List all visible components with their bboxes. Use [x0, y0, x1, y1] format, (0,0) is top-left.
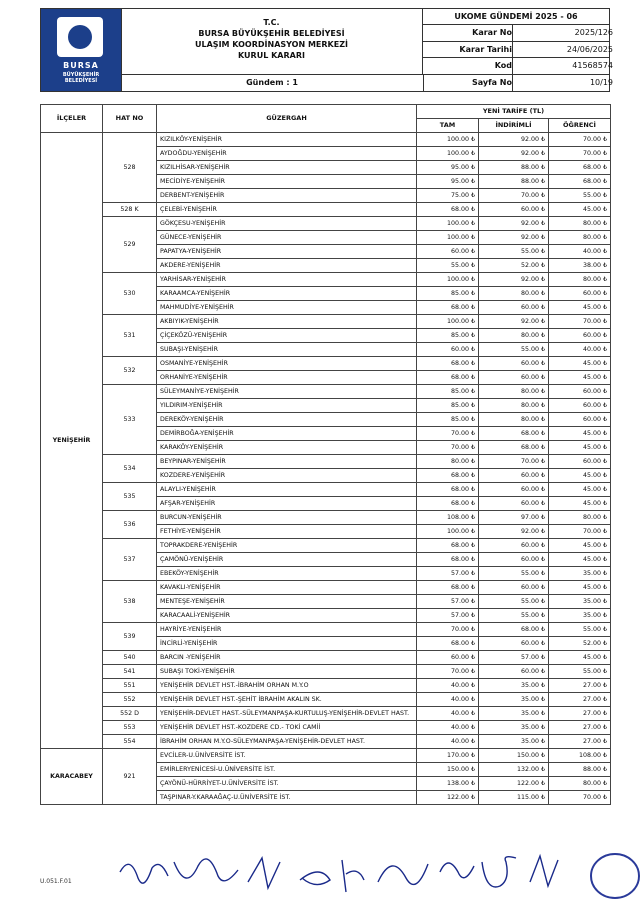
guzergah-cell: MENTEŞE-YENİŞEHİR	[157, 595, 417, 609]
guzergah-cell: DEREKÖY-YENİŞEHİR	[157, 413, 417, 427]
guzergah-cell: YARHİSAR-YENİŞEHİR	[157, 273, 417, 287]
tam-cell: 68.00 ₺	[417, 203, 479, 217]
indirimli-cell: 70.00 ₺	[479, 189, 549, 203]
guzergah-cell: KARAAMCA-YENİŞEHİR	[157, 287, 417, 301]
indirimli-cell: 35.00 ₺	[479, 721, 549, 735]
ogrenci-cell: 45.00 ₺	[549, 301, 611, 315]
tam-cell: 68.00 ₺	[417, 497, 479, 511]
table-row	[41, 455, 611, 469]
tam-cell: 95.00 ₺	[417, 175, 479, 189]
indirimli-cell: 68.00 ₺	[479, 441, 549, 455]
ogrenci-cell: 70.00 ₺	[549, 147, 611, 161]
info-key: Sayfa No	[423, 75, 513, 91]
info-value: 41568574	[572, 61, 613, 71]
indirimli-cell: 150.00 ₺	[479, 749, 549, 763]
municipality-logo	[41, 9, 122, 91]
table-row	[41, 315, 611, 329]
table-row	[41, 483, 611, 497]
hat-no-cell: 534	[103, 455, 157, 483]
indirimli-cell: 60.00 ₺	[479, 581, 549, 595]
ogrenci-cell: 108.00 ₺	[549, 749, 611, 763]
guzergah-cell: PAPATYA-YENİŞEHİR	[157, 245, 417, 259]
indirimli-cell: 55.00 ₺	[479, 245, 549, 259]
info-row	[423, 75, 613, 91]
ogrenci-cell: 55.00 ₺	[549, 623, 611, 637]
indirimli-cell: 80.00 ₺	[479, 399, 549, 413]
hat-no-cell: 530	[103, 273, 157, 315]
ogrenci-cell: 52.00 ₺	[549, 637, 611, 651]
indirimli-cell: 55.00 ₺	[479, 343, 549, 357]
info-row	[423, 25, 613, 41]
ogrenci-cell: 45.00 ₺	[549, 203, 611, 217]
guzergah-cell: KOZDERE-YENİŞEHİR	[157, 469, 417, 483]
guzergah-cell: EBEKÖY-YENİŞEHİR	[157, 567, 417, 581]
ogrenci-cell: 88.00 ₺	[549, 763, 611, 777]
table-row	[41, 665, 611, 679]
guzergah-cell: ÇAYÖNÜ-HÜRRİYET-U.ÜNİVERSİTE İST.	[157, 777, 417, 791]
tam-cell: 55.00 ₺	[417, 259, 479, 273]
indirimli-cell: 60.00 ₺	[479, 357, 549, 371]
ilce-cell: YENİŞEHİR	[41, 133, 103, 749]
indirimli-cell: 80.00 ₺	[479, 385, 549, 399]
guzergah-cell: OSMANİYE-YENİŞEHİR	[157, 357, 417, 371]
table-row	[41, 581, 611, 595]
indirimli-cell: 60.00 ₺	[479, 203, 549, 217]
title-line: T.C.	[263, 18, 280, 27]
guzergah-cell: GÖKÇESU-YENİŞEHİR	[157, 217, 417, 231]
indirimli-cell: 115.00 ₺	[479, 791, 549, 805]
indirimli-cell: 60.00 ₺	[479, 553, 549, 567]
tam-cell: 85.00 ₺	[417, 413, 479, 427]
ogrenci-cell: 45.00 ₺	[549, 553, 611, 567]
hat-no-cell: 529	[103, 217, 157, 273]
col-yeni-tarife: YENİ TARİFE (TL)	[417, 105, 611, 119]
logo-line2: BÜYÜKŞEHİR BELEDİYESİ	[62, 72, 100, 84]
indirimli-cell: 122.00 ₺	[479, 777, 549, 791]
ogrenci-cell: 45.00 ₺	[549, 581, 611, 595]
tam-cell: 85.00 ₺	[417, 287, 479, 301]
ogrenci-cell: 45.00 ₺	[549, 427, 611, 441]
ogrenci-cell: 68.00 ₺	[549, 175, 611, 189]
info-value: 2025/126	[574, 28, 613, 38]
table-row	[41, 273, 611, 287]
guzergah-cell: SÜLEYMANİYE-YENİŞEHİR	[157, 385, 417, 399]
guzergah-cell: KIZILHİSAR-YENİŞEHİR	[157, 161, 417, 175]
form-code: U.051.F.01	[40, 878, 72, 885]
ogrenci-cell: 27.00 ₺	[549, 721, 611, 735]
indirimli-cell: 80.00 ₺	[479, 413, 549, 427]
col-ilceler: İLÇELER	[41, 105, 103, 133]
col-tam: TAM	[417, 119, 479, 133]
col-hat-no: HAT NO	[103, 105, 157, 133]
indirimli-cell: 88.00 ₺	[479, 175, 549, 189]
indirimli-cell: 70.00 ₺	[479, 455, 549, 469]
logo-emblem-icon	[57, 17, 103, 57]
ogrenci-cell: 35.00 ₺	[549, 595, 611, 609]
ogrenci-cell: 80.00 ₺	[549, 273, 611, 287]
tam-cell: 170.00 ₺	[417, 749, 479, 763]
ogrenci-cell: 80.00 ₺	[549, 511, 611, 525]
hat-no-cell: 535	[103, 483, 157, 511]
table-row	[41, 133, 611, 147]
indirimli-cell: 55.00 ₺	[479, 609, 549, 623]
table-row	[41, 707, 611, 721]
tam-cell: 70.00 ₺	[417, 441, 479, 455]
tam-cell: 100.00 ₺	[417, 217, 479, 231]
indirimli-cell: 35.00 ₺	[479, 679, 549, 693]
col-guzergah: GÜZERGAH	[157, 105, 417, 133]
ogrenci-cell: 45.00 ₺	[549, 497, 611, 511]
indirimli-cell: 88.00 ₺	[479, 161, 549, 175]
indirimli-cell: 35.00 ₺	[479, 707, 549, 721]
info-value: 10/19	[589, 77, 613, 87]
col-ogrenci: ÖĞRENCİ	[549, 119, 611, 133]
ogrenci-cell: 60.00 ₺	[549, 413, 611, 427]
ogrenci-cell: 45.00 ₺	[549, 371, 611, 385]
guzergah-cell: ÇİÇEKÖZÜ-YENİŞEHİR	[157, 329, 417, 343]
table-row	[41, 217, 611, 231]
guzergah-cell: KAVAKLI-YENİŞEHİR	[157, 581, 417, 595]
table-row	[41, 357, 611, 371]
guzergah-cell: AYDOĞDU-YENİŞEHİR	[157, 147, 417, 161]
ogrenci-cell: 80.00 ₺	[549, 231, 611, 245]
ogrenci-cell: 40.00 ₺	[549, 245, 611, 259]
indirimli-cell: 60.00 ₺	[479, 497, 549, 511]
hat-no-cell: 554	[103, 735, 157, 749]
hat-no-cell: 551	[103, 679, 157, 693]
guzergah-cell: GÜNECE-YENİŞEHİR	[157, 231, 417, 245]
tam-cell: 60.00 ₺	[417, 343, 479, 357]
ogrenci-cell: 35.00 ₺	[549, 609, 611, 623]
hat-no-cell: 528	[103, 133, 157, 203]
info-value: 24/06/2025	[566, 44, 613, 54]
indirimli-cell: 92.00 ₺	[479, 217, 549, 231]
tam-cell: 68.00 ₺	[417, 637, 479, 651]
ogrenci-cell: 60.00 ₺	[549, 329, 611, 343]
guzergah-cell: BURCUN-YENİŞEHİR	[157, 511, 417, 525]
guzergah-cell: BEYPINAR-YENİŞEHİR	[157, 455, 417, 469]
tam-cell: 68.00 ₺	[417, 469, 479, 483]
ogrenci-cell: 60.00 ₺	[549, 399, 611, 413]
table-row	[41, 623, 611, 637]
table-row	[41, 735, 611, 749]
tam-cell: 40.00 ₺	[417, 707, 479, 721]
ogrenci-cell: 45.00 ₺	[549, 441, 611, 455]
indirimli-cell: 60.00 ₺	[479, 469, 549, 483]
ogrenci-cell: 70.00 ₺	[549, 525, 611, 539]
guzergah-cell: SUBAŞI TOKİ-YENİŞEHİR	[157, 665, 417, 679]
ogrenci-cell: 45.00 ₺	[549, 469, 611, 483]
indirimli-cell: 35.00 ₺	[479, 693, 549, 707]
guzergah-cell: ÇELEBİ-YENİŞEHİR	[157, 203, 417, 217]
tam-cell: 60.00 ₺	[417, 245, 479, 259]
ogrenci-cell: 38.00 ₺	[549, 259, 611, 273]
hat-no-cell: 533	[103, 385, 157, 455]
indirimli-cell: 60.00 ₺	[479, 301, 549, 315]
hat-no-cell: 921	[103, 749, 157, 805]
hat-no-cell: 537	[103, 539, 157, 581]
table-row	[41, 693, 611, 707]
indirimli-cell: 132.00 ₺	[479, 763, 549, 777]
indirimli-cell: 92.00 ₺	[479, 231, 549, 245]
document-header	[40, 8, 613, 92]
table-row	[41, 679, 611, 693]
hat-no-cell: 540	[103, 651, 157, 665]
tam-cell: 95.00 ₺	[417, 161, 479, 175]
guzergah-cell: YENİŞEHİR-DEVLET HAST.-SÜLEYMANPAŞA-KURTULUŞ-YENİŞEHİR-DEVLET HAST.	[157, 707, 417, 721]
tam-cell: 68.00 ₺	[417, 553, 479, 567]
ogrenci-cell: 27.00 ₺	[549, 735, 611, 749]
tam-cell: 75.00 ₺	[417, 189, 479, 203]
ogrenci-cell: 27.00 ₺	[549, 679, 611, 693]
info-key: Karar No	[423, 25, 513, 40]
table-row	[41, 651, 611, 665]
hat-no-cell: 541	[103, 665, 157, 679]
tam-cell: 70.00 ₺	[417, 623, 479, 637]
title-line: KURUL KARARI	[238, 51, 305, 60]
guzergah-cell: KARACAALİ-YENİŞEHİR	[157, 609, 417, 623]
table-row	[41, 721, 611, 735]
indirimli-cell: 92.00 ₺	[479, 273, 549, 287]
signatures	[110, 852, 640, 900]
table-body	[41, 133, 611, 805]
tam-cell: 40.00 ₺	[417, 735, 479, 749]
ogrenci-cell: 45.00 ₺	[549, 357, 611, 371]
hat-no-cell: 553	[103, 721, 157, 735]
indirimli-cell: 60.00 ₺	[479, 483, 549, 497]
tam-cell: 85.00 ₺	[417, 385, 479, 399]
guzergah-cell: İNCİRLİ-YENİŞEHİR	[157, 637, 417, 651]
tam-cell: 80.00 ₺	[417, 455, 479, 469]
indirimli-cell: 97.00 ₺	[479, 511, 549, 525]
logo-line1: BURSA	[63, 61, 99, 70]
tam-cell: 68.00 ₺	[417, 357, 479, 371]
guzergah-cell: YENİŞEHİR DEVLET HST.-KOZDERE CD.- TOKİ CAMİİ	[157, 721, 417, 735]
tam-cell: 150.00 ₺	[417, 763, 479, 777]
guzergah-cell: YENİŞEHİR DEVLET HST.-İBRAHİM ORHAN M.Y.O	[157, 679, 417, 693]
ogrenci-cell: 27.00 ₺	[549, 707, 611, 721]
hat-no-cell: 532	[103, 357, 157, 385]
tam-cell: 85.00 ₺	[417, 399, 479, 413]
guzergah-cell: YILDIRIM-YENİŞEHİR	[157, 399, 417, 413]
tam-cell: 85.00 ₺	[417, 329, 479, 343]
hat-no-cell: 536	[103, 511, 157, 539]
table-row	[41, 511, 611, 525]
ogrenci-cell: 80.00 ₺	[549, 217, 611, 231]
header-title	[121, 9, 423, 75]
hat-no-cell: 531	[103, 315, 157, 357]
tam-cell: 108.00 ₺	[417, 511, 479, 525]
guzergah-cell: KARAKÖY-YENİŞEHİR	[157, 441, 417, 455]
ogrenci-cell: 27.00 ₺	[549, 693, 611, 707]
tam-cell: 70.00 ₺	[417, 665, 479, 679]
tam-cell: 138.00 ₺	[417, 777, 479, 791]
guzergah-cell: HAYRİYE-YENİŞEHİR	[157, 623, 417, 637]
guzergah-cell: FETHİYE-YENİŞEHİR	[157, 525, 417, 539]
tam-cell: 68.00 ₺	[417, 539, 479, 553]
indirimli-cell: 60.00 ₺	[479, 637, 549, 651]
indirimli-cell: 92.00 ₺	[479, 525, 549, 539]
tam-cell: 60.00 ₺	[417, 651, 479, 665]
guzergah-cell: DERBENT-YENİŞEHİR	[157, 189, 417, 203]
indirimli-cell: 35.00 ₺	[479, 735, 549, 749]
tam-cell: 122.00 ₺	[417, 791, 479, 805]
guzergah-cell: MAHMUDİYE-YENİŞEHİR	[157, 301, 417, 315]
ogrenci-cell: 55.00 ₺	[549, 665, 611, 679]
indirimli-cell: 55.00 ₺	[479, 567, 549, 581]
hat-no-cell: 552 D	[103, 707, 157, 721]
ogrenci-cell: 55.00 ₺	[549, 189, 611, 203]
guzergah-cell: EVCİLER-U.ÜNİVERSİTE İST.	[157, 749, 417, 763]
indirimli-cell: 60.00 ₺	[479, 539, 549, 553]
ogrenci-cell: 45.00 ₺	[549, 539, 611, 553]
guzergah-cell: KIZILKÖY-YENİŞEHİR	[157, 133, 417, 147]
indirimli-cell: 92.00 ₺	[479, 315, 549, 329]
tam-cell: 68.00 ₺	[417, 371, 479, 385]
indirimli-cell: 55.00 ₺	[479, 595, 549, 609]
info-key: Karar Tarihi	[423, 42, 513, 57]
guzergah-cell: TOPRAKDERE-YENİŞEHİR	[157, 539, 417, 553]
indirimli-cell: 80.00 ₺	[479, 329, 549, 343]
table-row	[41, 203, 611, 217]
hat-no-cell: 538	[103, 581, 157, 623]
gundem-label: Gündem : 1	[121, 75, 424, 91]
tam-cell: 100.00 ₺	[417, 525, 479, 539]
guzergah-cell: AFŞAR-YENİŞEHİR	[157, 497, 417, 511]
ogrenci-cell: 70.00 ₺	[549, 133, 611, 147]
guzergah-cell: MECİDİYE-YENİŞEHİR	[157, 175, 417, 189]
table-row	[41, 385, 611, 399]
tariff-table	[40, 104, 611, 805]
hat-no-cell: 552	[103, 693, 157, 707]
tam-cell: 57.00 ₺	[417, 595, 479, 609]
indirimli-cell: 60.00 ₺	[479, 665, 549, 679]
tam-cell: 40.00 ₺	[417, 721, 479, 735]
ogrenci-cell: 60.00 ₺	[549, 287, 611, 301]
info-title: UKOME GÜNDEMİ 2025 - 06	[423, 9, 609, 25]
indirimli-cell: 57.00 ₺	[479, 651, 549, 665]
indirimli-cell: 60.00 ₺	[479, 371, 549, 385]
tam-cell: 70.00 ₺	[417, 427, 479, 441]
tam-cell: 100.00 ₺	[417, 273, 479, 287]
ogrenci-cell: 70.00 ₺	[549, 791, 611, 805]
indirimli-cell: 68.00 ₺	[479, 623, 549, 637]
ogrenci-cell: 45.00 ₺	[549, 651, 611, 665]
indirimli-cell: 52.00 ₺	[479, 259, 549, 273]
title-line: BURSA BÜYÜKŞEHİR BELEDİYESİ	[198, 29, 345, 38]
ogrenci-cell: 60.00 ₺	[549, 455, 611, 469]
ogrenci-cell: 35.00 ₺	[549, 567, 611, 581]
ilce-cell: KARACABEY	[41, 749, 103, 805]
ogrenci-cell: 80.00 ₺	[549, 777, 611, 791]
ogrenci-cell: 45.00 ₺	[549, 483, 611, 497]
guzergah-cell: BARCIN -YENİŞEHİR	[157, 651, 417, 665]
ogrenci-cell: 68.00 ₺	[549, 161, 611, 175]
tam-cell: 68.00 ₺	[417, 301, 479, 315]
guzergah-cell: YENİŞEHİR DEVLET HST.-ŞEHİT İBRAHİM AKALIN SK.	[157, 693, 417, 707]
tam-cell: 40.00 ₺	[417, 679, 479, 693]
tam-cell: 57.00 ₺	[417, 567, 479, 581]
ogrenci-cell: 60.00 ₺	[549, 385, 611, 399]
table-row	[41, 749, 611, 763]
info-row	[423, 42, 613, 58]
info-row	[423, 58, 613, 74]
guzergah-cell: ALAYLI-YENİŞEHİR	[157, 483, 417, 497]
indirimli-cell: 92.00 ₺	[479, 147, 549, 161]
guzergah-cell: ÇAMÖNÜ-YENİŞEHİR	[157, 553, 417, 567]
guzergah-cell: TAŞPINAR-Y.KARAAĞAÇ-U.ÜNİVERSİTE İST.	[157, 791, 417, 805]
guzergah-cell: EMİRLERYENİCESİ-U.ÜNİVERSİTE İST.	[157, 763, 417, 777]
tam-cell: 57.00 ₺	[417, 609, 479, 623]
info-key: Kod	[423, 58, 513, 73]
hat-no-cell: 539	[103, 623, 157, 651]
hat-no-cell: 528 K	[103, 203, 157, 217]
ogrenci-cell: 40.00 ₺	[549, 343, 611, 357]
col-indirimli: İNDİRİMLİ	[479, 119, 549, 133]
tam-cell: 100.00 ₺	[417, 133, 479, 147]
guzergah-cell: ORHANİYE-YENİŞEHİR	[157, 371, 417, 385]
guzergah-cell: AKBIYIK-YENİŞEHİR	[157, 315, 417, 329]
guzergah-cell: AKDERE-YENİŞEHİR	[157, 259, 417, 273]
tam-cell: 100.00 ₺	[417, 147, 479, 161]
ogrenci-cell: 70.00 ₺	[549, 315, 611, 329]
guzergah-cell: SUBAŞI-YENİŞEHİR	[157, 343, 417, 357]
tam-cell: 68.00 ₺	[417, 483, 479, 497]
guzergah-cell: İBRAHİM ORHAN M.Y.O-SÜLEYMANPAŞA-YENİŞEHİR-DEVLET HAST.	[157, 735, 417, 749]
tam-cell: 40.00 ₺	[417, 693, 479, 707]
decision-info	[423, 9, 613, 91]
title-line: ULAŞIM KOORDİNASYON MERKEZİ	[195, 40, 348, 49]
tam-cell: 100.00 ₺	[417, 315, 479, 329]
indirimli-cell: 92.00 ₺	[479, 133, 549, 147]
indirimli-cell: 80.00 ₺	[479, 287, 549, 301]
table-row	[41, 539, 611, 553]
tam-cell: 68.00 ₺	[417, 581, 479, 595]
indirimli-cell: 68.00 ₺	[479, 427, 549, 441]
tam-cell: 100.00 ₺	[417, 231, 479, 245]
guzergah-cell: DEMİRBOĞA-YENİŞEHİR	[157, 427, 417, 441]
